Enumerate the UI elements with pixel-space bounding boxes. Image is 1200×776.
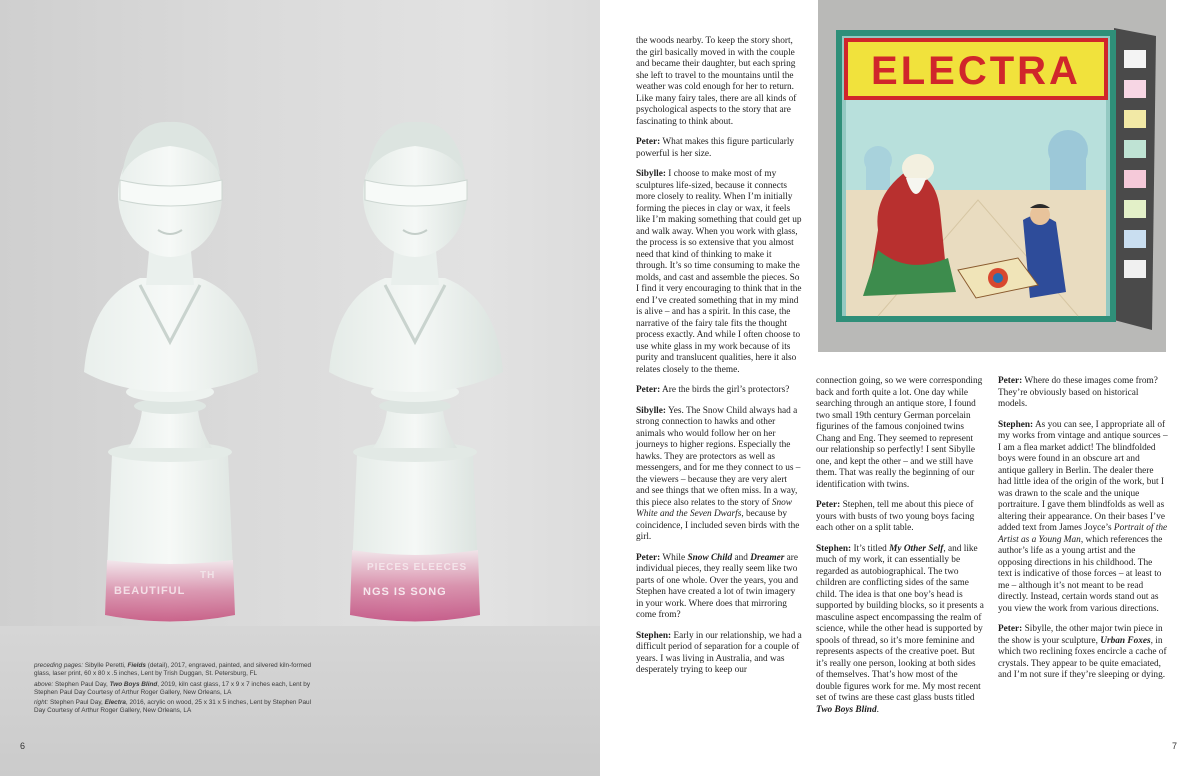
glass-bust-left xyxy=(70,80,270,640)
paragraph xyxy=(816,376,984,491)
speaker-name: Sibylle: xyxy=(636,405,666,416)
work-title: Snow White and the Seven Dwarfs xyxy=(636,497,792,519)
paragraph xyxy=(816,544,984,717)
caption-title: Fields xyxy=(127,662,146,669)
electra-sign-text: ELECTRA xyxy=(871,49,1081,93)
page-number-left: 6 xyxy=(20,741,26,751)
paragraph-text: the woods nearby. To keep the story short, the girl basically moved in with the couple and became their daughter, but each spring she left to travel to the mountains until the weather was cold enough for her to return. Like many fairy tales, there are all kinds of psychological aspects to the story that are fascinating to think about. xyxy=(636,36,797,127)
paragraph-text: . xyxy=(876,704,879,715)
paragraph xyxy=(636,553,802,622)
paragraph xyxy=(998,420,1168,616)
speaker-name: Peter: xyxy=(636,137,661,147)
bust-b-inscription-2: NGS IS SONG xyxy=(363,586,447,598)
bust-a-inscription-2: TH xyxy=(200,570,216,581)
speaker-name: Stephen: xyxy=(636,630,672,641)
paragraph-text: I choose to make most of my sculptures life-sized, because it connects more closely to reality. When I’m initially forming the pieces in clay or wax, it feels like I’m making something that could get up and walk away. When you work with glass, the process is so extensive that you almost need that kind of thinking to make it through. It’s so time consuming to make the molds, and cast and assemble the pieces. So I find it very encouraging to think that in the end I’ve created something that in my mind is alive – and has a spirit. In this case, the narrative of the fairy tale fits the thought process exactly. And while I often choose to use white glass in my work because of its purity and translucent qualities, here it also relates closely to the theme. xyxy=(636,169,802,375)
paragraph-text: Yes. The Snow Child always had a strong connection to hawks and other animals who would follow her on her journeys to higher regions. Especially the hawks. They are protectors as well as messengers, and for me they connect to us – the viewers – because they are very alert and see things that we often miss. In a way, this piece also relates to the story of xyxy=(636,405,801,508)
bust-a-inscription-1: BEAUTIFUL xyxy=(114,585,186,597)
paragraph xyxy=(636,169,802,376)
speaker-name: Peter: xyxy=(636,552,661,563)
caption-label: right: xyxy=(34,699,49,707)
glass-bust-right xyxy=(315,80,515,640)
paragraph-text: are individual pieces, they really seem like two parts of one whole. Over the years, you and Stephen have created a lot of twin imagery in your work. Where does that mirroring come from? xyxy=(636,552,799,620)
paragraph-text: What makes this figure particularly powerful is her size. xyxy=(636,137,795,159)
paragraph xyxy=(816,500,984,535)
paragraph-text: connection going, so we were corresponding back and forth quite a lot. One day while searching through an antique store, I found two small 19th century German porcelain figurines of the famous conjoined twins Chang and Eng. They seemed to represent our relationship so perfectly! I sent Sibylle one, and kept the other – and we still have them. That was really the beginning of our identification with twins. xyxy=(816,376,983,490)
caption-above xyxy=(34,681,324,698)
speaker-name: Stephen: xyxy=(998,419,1034,430)
paragraph-text: Where do these images come from? They’re obviously based on historical models. xyxy=(998,376,1158,409)
paragraph-text: and xyxy=(732,552,751,563)
paragraph xyxy=(636,36,802,128)
speaker-name: Sibylle: xyxy=(636,169,666,179)
paragraph-text: Are the birds the girl’s protectors? xyxy=(660,385,790,395)
work-title: Dreamer xyxy=(750,552,785,563)
work-title: Snow Child xyxy=(687,552,733,563)
page-number-right: 7 xyxy=(1172,741,1178,751)
caption-label: above: xyxy=(34,680,54,688)
paragraph-text: , in which two reclining foxes encircle a cache of crystals. They appear to be quite emaciated, and I’m not sure if they’re sleeping or dying. xyxy=(998,635,1167,680)
right-page xyxy=(600,0,1200,776)
article-column-1 xyxy=(636,36,802,686)
speaker-name: Peter: xyxy=(636,385,661,395)
speaker-name: Peter: xyxy=(998,376,1023,386)
electra-artwork-image xyxy=(818,0,1166,352)
paragraph xyxy=(636,406,802,544)
speaker-name: Peter: xyxy=(998,624,1023,634)
paragraph-text: It’s titled xyxy=(851,543,890,554)
paragraph xyxy=(998,624,1168,682)
paragraph-text: Early in our relationship, we had a difficult period of separation for a couple of years. I was living in Australia, and was desperately trying to keep our xyxy=(636,630,802,675)
work-title: Urban Foxes xyxy=(1100,635,1151,646)
caption-right xyxy=(34,699,324,716)
caption-artist: Stephen Paul Day, xyxy=(53,680,110,688)
paragraph-text: As you can see, I appropriate all of my works from vintage and antique sources – I am a flea market addict! The blindfolded boys were found in an obscure art and antique gallery in Berlin. The dealer there had little idea of the origin of the work, but I was drawn to the scale and the unique portraiture. I gave them blindfolds as well as altering their appearance. On their bases I’ve added text from James Joyce’s xyxy=(998,419,1168,533)
caption-title: Two Boys Blind xyxy=(109,680,158,688)
paragraph-text: , because by coincidence, I included seven birds with the girl. xyxy=(636,509,800,542)
paragraph xyxy=(636,137,802,160)
paragraph-text: Sibylle, the other major twin piece in the show is your sculpture, xyxy=(998,624,1163,646)
article-column-2 xyxy=(816,376,984,725)
caption-artist: Sibylle Peretti, xyxy=(83,662,128,669)
work-title: Portrait of the Artist as a Young Man xyxy=(998,523,1168,545)
speaker-name: Stephen: xyxy=(816,543,852,554)
speaker-name: Peter: xyxy=(816,500,841,510)
work-title: My Other Self xyxy=(889,543,944,554)
caption-details: (detail), 2017, engraved, painted, and silvered kiln-formed glass, laser print, 60 x 80 x .5 inches, Lent by Trish Duggan, St. Petersburg, FL xyxy=(34,662,312,678)
paragraph-text: While xyxy=(660,552,688,563)
paragraph xyxy=(998,376,1168,411)
paragraph xyxy=(636,631,802,677)
paragraph xyxy=(636,385,802,397)
caption-details: , 2019, kiln cast glass, 17 x 9 x 7 inches each, Lent by Stephen Paul Day Courtesy of Arthur Roger Gallery, New Orleans, LA xyxy=(34,680,311,696)
caption-preceding xyxy=(34,662,324,679)
caption-title: Electra xyxy=(104,699,126,707)
paragraph-text: , and like much of my work, it can essentially be regarded as autobiographical. The two children are conflicting sides of the same child. The idea is that one boy’s head is supported by building blocks, so it presents a masculine aspect encompassing the realm of science, while the other head is supported by spools of thread, so it’s more feminine and represents aspects of the creative poet. But it’s really one person, looking at both sides of themselves. That’s how most of the double figures work for me. My most recent set of twins are these cast glass busts titled xyxy=(816,543,984,703)
bust-b-inscription-1: PIECES ELEECES xyxy=(367,562,468,573)
paragraph-text: , which references the author’s life as a young artist and the opposing directions in his childhood. The text is indicative of those forces – at least to me – although it’s not meant to be read directly. Instead, certain words stand out as you view the work from various directions. xyxy=(998,534,1163,614)
work-title: Two Boys Blind xyxy=(816,704,877,715)
paragraph-text: Stephen, tell me about this piece of yours with busts of two young boys facing each other on a split table. xyxy=(816,500,975,533)
caption-artist: Stephen Paul Day, xyxy=(48,699,105,707)
photo-captions xyxy=(34,662,324,718)
caption-details: , 2016, acrylic on wood, 25 x 31 x 5 inches, Lent by Stephen Paul Day Courtesy of Arthur Roger Gallery, New Orleans, LA xyxy=(34,699,312,715)
caption-label: preceding pages: xyxy=(34,662,84,669)
article-column-3 xyxy=(998,376,1168,691)
